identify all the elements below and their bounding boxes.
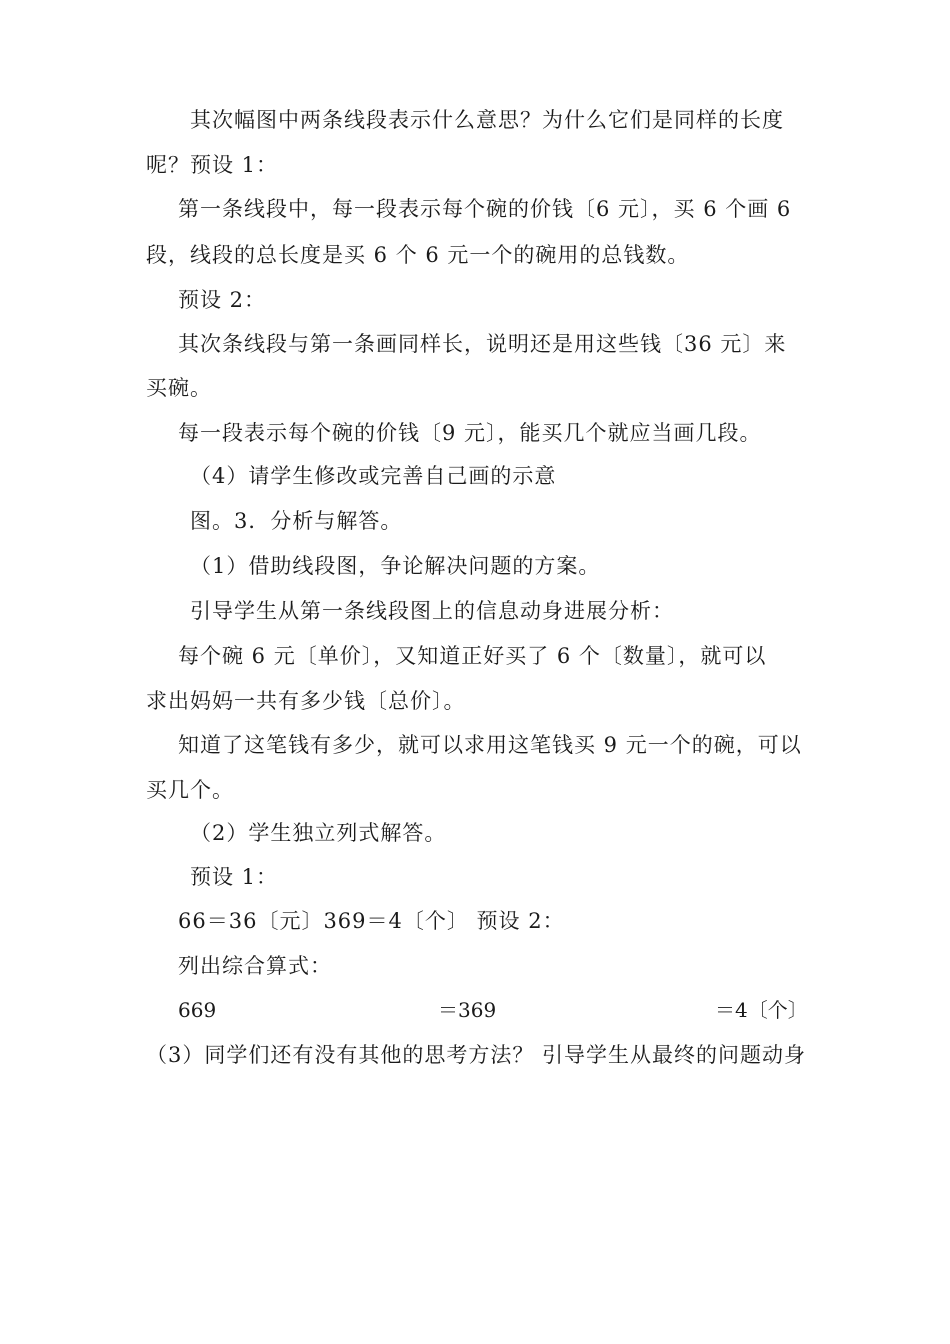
text-line: 预设 1： xyxy=(190,865,279,889)
text-line: 第一条线段中，每一段表示每个碗的价钱〔6 元〕，买 6 个画 6 xyxy=(178,197,792,221)
text-line: 知道了这笔钱有多少，就可以求用这笔钱买 9 元一个的碗，可以 xyxy=(178,733,802,757)
text-line: （2）学生独立列式解答。 xyxy=(190,821,447,845)
formula-left: 669 xyxy=(178,998,217,1022)
text-line: 每一段表示每个碗的价钱〔9 元〕，能买几个就应当画几段。 xyxy=(178,421,762,445)
text-line: 列出综合算式： xyxy=(178,954,332,978)
text-line: 每个碗 6 元〔单价〕，又知道正好买了 6 个〔数量〕，就可以 xyxy=(178,644,767,668)
text-line: 呢？预设 1： xyxy=(146,153,279,177)
text-line: 引导学生从第一条线段图上的信息动身进展分析： xyxy=(190,599,674,623)
text-line: 买几个。 xyxy=(146,778,234,802)
text-line: 预设 2： xyxy=(178,288,267,312)
text-line: 其次条线段与第一条画同样长，说明还是用这些钱〔36 元〕来 xyxy=(178,332,787,356)
formula-right: ＝4〔个〕 xyxy=(715,998,808,1022)
text-line: （3）同学们还有没有其他的思考方法？ 引导学生从最终的问题动身 xyxy=(146,1043,807,1067)
text-line: （1）借助线段图，争论解决问题的方案。 xyxy=(190,554,601,578)
text-line: 图。3．分析与解答。 xyxy=(190,509,403,533)
text-line: （4）请学生修改或完善自己画的示意 xyxy=(190,464,557,488)
text-line: 其次幅图中两条线段表示什么意思？为什么它们是同样的长度 xyxy=(190,108,784,132)
text-line: 66＝36〔元〕369＝4〔个〕 预设 2： xyxy=(178,909,565,933)
text-line: 段，线段的总长度是买 6 个 6 元一个的碗用的总钱数。 xyxy=(146,243,690,267)
text-line: 求出妈妈一共有多少钱〔总价〕。 xyxy=(146,689,466,713)
formula-mid: ＝369 xyxy=(438,998,497,1022)
text-line: 买碗。 xyxy=(146,376,212,400)
